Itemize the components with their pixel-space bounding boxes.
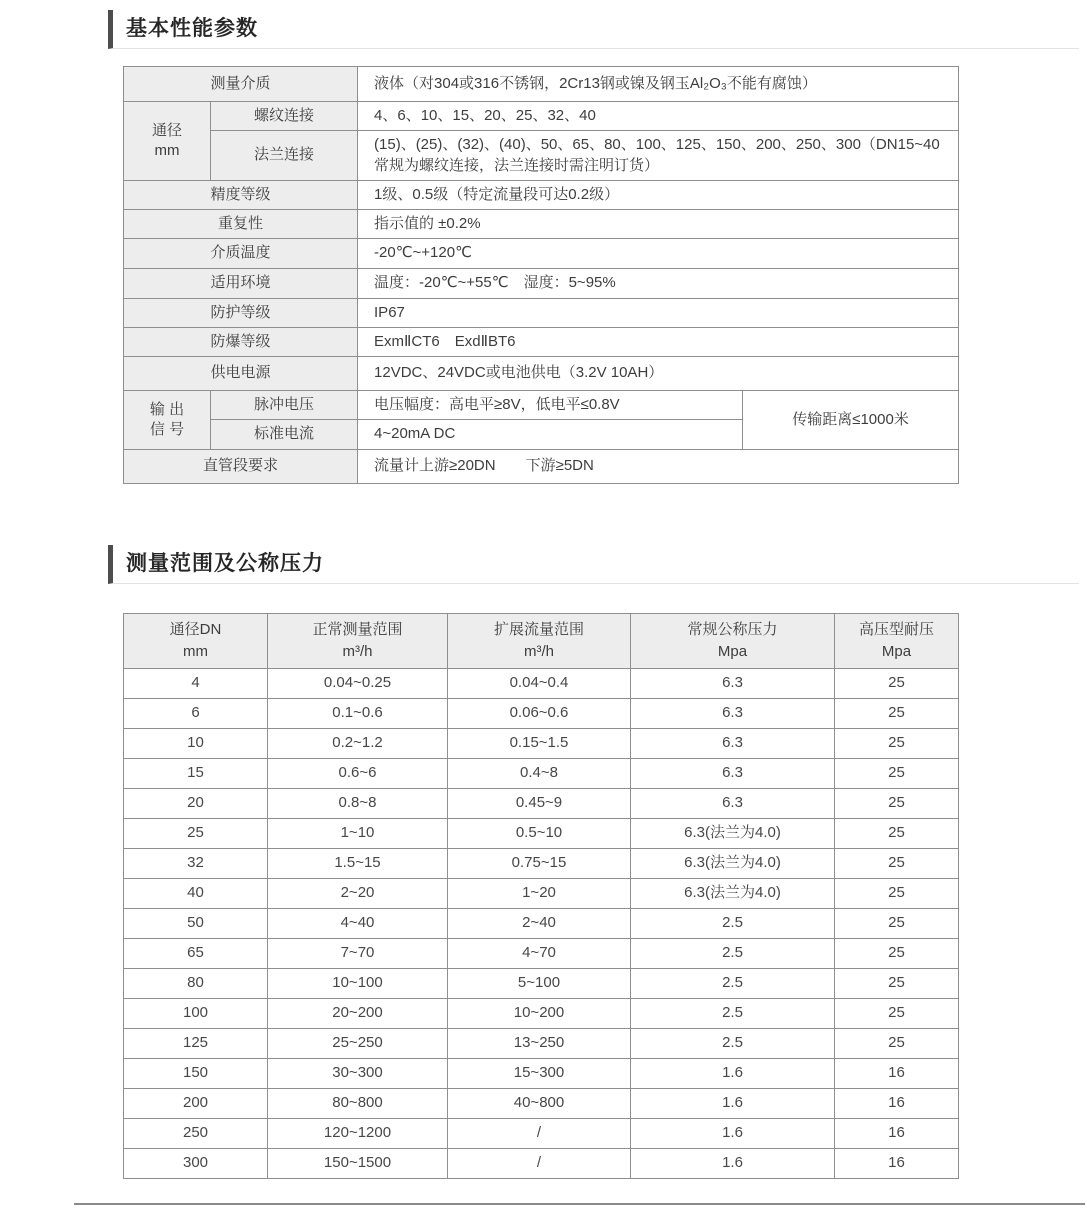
col-header-diameter	[124, 613, 268, 668]
table-row	[124, 1118, 959, 1148]
table-cell: 25	[835, 878, 959, 908]
table-cell: 25	[835, 728, 959, 758]
table-cell: 4	[124, 668, 268, 698]
table-cell: 65	[124, 938, 268, 968]
table-cell: 4~40	[268, 908, 448, 938]
diameter-label-line2: mm	[154, 141, 180, 159]
table-cell: 25	[835, 788, 959, 818]
table-cell: 120~1200	[268, 1118, 448, 1148]
table-cell: 25	[835, 908, 959, 938]
row-value: -20℃~+120℃	[358, 239, 959, 268]
basic-parameters-table	[123, 66, 959, 484]
table-cell: 15~300	[448, 1058, 631, 1088]
row-label: 防爆等级	[124, 327, 358, 356]
table-cell: 0.75~15	[448, 848, 631, 878]
measurement-range-table	[123, 613, 959, 1179]
table-cell: 0.6~6	[268, 758, 448, 788]
table-cell: 2.5	[631, 998, 835, 1028]
row-value: 12VDC、24VDC或电池供电（3.2V 10AH）	[358, 357, 959, 391]
transmission-distance-cell: 传输距离≤1000米	[743, 391, 959, 450]
header-line2: m³/h	[524, 642, 554, 660]
table-cell: 25	[835, 698, 959, 728]
range-table-body	[124, 668, 959, 1178]
table-cell: 250	[124, 1118, 268, 1148]
table-cell: 80~800	[268, 1088, 448, 1118]
table-row	[124, 758, 959, 788]
table-cell: 0.8~8	[268, 788, 448, 818]
table-row	[124, 968, 959, 998]
row-value: 流量计上游≥20DN 下游≥5DN	[358, 449, 959, 483]
table-cell: 150~1500	[268, 1148, 448, 1178]
table-cell: 6.3	[631, 758, 835, 788]
header-line1: 高压型耐压	[858, 620, 934, 638]
table-row	[124, 728, 959, 758]
table-row	[124, 878, 959, 908]
table-cell: 2.5	[631, 1028, 835, 1058]
row-value: 指示值的 ±0.2%	[358, 210, 959, 239]
header-line1: 扩展流量范围	[493, 620, 584, 638]
table-row	[124, 788, 959, 818]
row-label-output-signal	[124, 391, 211, 450]
table-cell: 2~20	[268, 878, 448, 908]
table-cell: 1~10	[268, 818, 448, 848]
table-cell: 6	[124, 698, 268, 728]
table-cell: 2.5	[631, 908, 835, 938]
table-row	[124, 239, 959, 268]
row-value: (15)、(25)、(32)、(40)、50、65、80、100、125、150、200、250、300（DN15~40常规为螺纹连接，法兰连接时需注明订货）	[358, 131, 959, 181]
table-row	[124, 1028, 959, 1058]
table-row	[124, 1088, 959, 1118]
table-cell: 0.04~0.4	[448, 668, 631, 698]
table-cell: 25	[835, 998, 959, 1028]
header-line2: mm	[183, 642, 208, 660]
table-cell: 10	[124, 728, 268, 758]
row-value: 电压幅度：高电平≥8V，低电平≤0.8V	[358, 391, 743, 420]
table-cell: 30~300	[268, 1058, 448, 1088]
header-line2: Mpa	[717, 642, 748, 660]
table-cell: 0.06~0.6	[448, 698, 631, 728]
table-row	[124, 102, 959, 131]
col-header-high-pressure	[835, 613, 959, 668]
section-title-measurement-range	[108, 545, 1079, 584]
table-cell: 25	[124, 818, 268, 848]
table-row	[124, 938, 959, 968]
table-cell: 40	[124, 878, 268, 908]
table-cell: 300	[124, 1148, 268, 1178]
row-label: 防护等级	[124, 298, 358, 327]
table-row	[124, 668, 959, 698]
table-cell: 25	[835, 1028, 959, 1058]
table-cell: 25	[835, 818, 959, 848]
row-label: 适用环境	[124, 268, 358, 298]
table-cell: 25	[835, 668, 959, 698]
table-cell: 25~250	[268, 1028, 448, 1058]
table-cell: 20	[124, 788, 268, 818]
row-label: 标准电流	[211, 420, 358, 449]
row-value: 4~20mA DC	[358, 420, 743, 449]
row-value: 液体（对304或316不锈钢，2Cr13钢或镍及钢玉Al₂O₃不能有腐蚀）	[358, 67, 959, 102]
table-row	[124, 180, 959, 209]
table-cell: 20~200	[268, 998, 448, 1028]
table-cell: 6.3	[631, 728, 835, 758]
table-row	[124, 268, 959, 298]
table-row	[124, 998, 959, 1028]
table-cell: 1.6	[631, 1088, 835, 1118]
table-cell: 0.5~10	[448, 818, 631, 848]
table-cell: 40~800	[448, 1088, 631, 1118]
output-label-line1: 输 出	[149, 401, 185, 419]
header-line1: 通径DN	[169, 620, 222, 638]
table-cell: 10~200	[448, 998, 631, 1028]
row-label-diameter	[124, 102, 211, 181]
table-row	[124, 327, 959, 356]
table-cell: 10~100	[268, 968, 448, 998]
section-title-basic-parameters	[108, 10, 1079, 49]
table-cell: 0.15~1.5	[448, 728, 631, 758]
table-cell: 0.2~1.2	[268, 728, 448, 758]
table-row	[124, 1058, 959, 1088]
row-label: 脉冲电压	[211, 391, 358, 420]
table-cell: 1.5~15	[268, 848, 448, 878]
row-value: 1级、0.5级（特定流量段可达0.2级）	[358, 180, 959, 209]
table-cell: 1.6	[631, 1058, 835, 1088]
table-row	[124, 848, 959, 878]
table-cell: 6.3	[631, 698, 835, 728]
output-label-line2: 信 号	[149, 420, 185, 438]
table-cell: 7~70	[268, 938, 448, 968]
section-title-text: 基本性能参数	[126, 17, 258, 40]
row-label: 介质温度	[124, 239, 358, 268]
row-label: 螺纹连接	[211, 102, 358, 131]
header-row	[124, 613, 959, 668]
col-header-normal-range	[268, 613, 448, 668]
table-cell: 16	[835, 1148, 959, 1178]
table-cell: 1.6	[631, 1148, 835, 1178]
table-cell: 1.6	[631, 1118, 835, 1148]
table-cell: 2.5	[631, 968, 835, 998]
table-cell: 6.3	[631, 788, 835, 818]
table-cell: 0.1~0.6	[268, 698, 448, 728]
header-line1: 正常测量范围	[312, 620, 403, 638]
table-cell: 2~40	[448, 908, 631, 938]
table-cell: 50	[124, 908, 268, 938]
table-row	[124, 818, 959, 848]
table-cell: 13~250	[448, 1028, 631, 1058]
row-label: 重复性	[124, 210, 358, 239]
table-cell: 200	[124, 1088, 268, 1118]
table-row	[124, 210, 959, 239]
table-cell: 6.3(法兰为4.0)	[631, 878, 835, 908]
row-value: 温度：-20℃~+55℃ 湿度：5~95%	[358, 268, 959, 298]
table-cell: 1~20	[448, 878, 631, 908]
header-line2: m³/h	[342, 642, 373, 660]
table-row	[124, 449, 959, 483]
header-line2: Mpa	[881, 642, 912, 660]
table-cell: /	[448, 1148, 631, 1178]
row-value: IP67	[358, 298, 959, 327]
table-cell: 0.04~0.25	[268, 668, 448, 698]
table-cell: 150	[124, 1058, 268, 1088]
row-label: 供电电源	[124, 357, 358, 391]
col-header-extended-range	[448, 613, 631, 668]
table-cell: 0.4~8	[448, 758, 631, 788]
table-cell: 0.45~9	[448, 788, 631, 818]
table-cell: 4~70	[448, 938, 631, 968]
row-label: 直管段要求	[124, 449, 358, 483]
table-row	[124, 1148, 959, 1178]
table-cell: 25	[835, 848, 959, 878]
table-cell: 6.3(法兰为4.0)	[631, 848, 835, 878]
row-label: 法兰连接	[211, 131, 358, 181]
table-cell: 100	[124, 998, 268, 1028]
table-row	[124, 698, 959, 728]
table-cell: 25	[835, 968, 959, 998]
table-cell: 16	[835, 1058, 959, 1088]
footer-divider-line	[74, 1203, 1085, 1205]
row-label: 测量介质	[124, 67, 358, 102]
row-value: 4、6、10、15、20、25、32、40	[358, 102, 959, 131]
table-cell: 16	[835, 1118, 959, 1148]
table-cell: 5~100	[448, 968, 631, 998]
diameter-label-line1: 通径	[151, 122, 182, 140]
table-row	[124, 67, 959, 102]
header-line1: 常规公称压力	[687, 620, 778, 638]
section-title-text: 测量范围及公称压力	[126, 551, 324, 575]
table-cell: 6.3(法兰为4.0)	[631, 818, 835, 848]
table-cell: 125	[124, 1028, 268, 1058]
row-label: 精度等级	[124, 180, 358, 209]
table-row	[124, 298, 959, 327]
table-cell: 80	[124, 968, 268, 998]
table-row	[124, 131, 959, 181]
table-cell: 6.3	[631, 668, 835, 698]
table-row	[124, 908, 959, 938]
table-cell: 25	[835, 758, 959, 788]
table-row	[124, 391, 959, 420]
row-value: ExmⅡCT6 ExdⅡBT6	[358, 327, 959, 356]
table-cell: 25	[835, 938, 959, 968]
table-cell: 32	[124, 848, 268, 878]
table-cell: 15	[124, 758, 268, 788]
col-header-nominal-pressure	[631, 613, 835, 668]
table-cell: /	[448, 1118, 631, 1148]
table-cell: 2.5	[631, 938, 835, 968]
table-cell: 16	[835, 1088, 959, 1118]
table-row	[124, 357, 959, 391]
